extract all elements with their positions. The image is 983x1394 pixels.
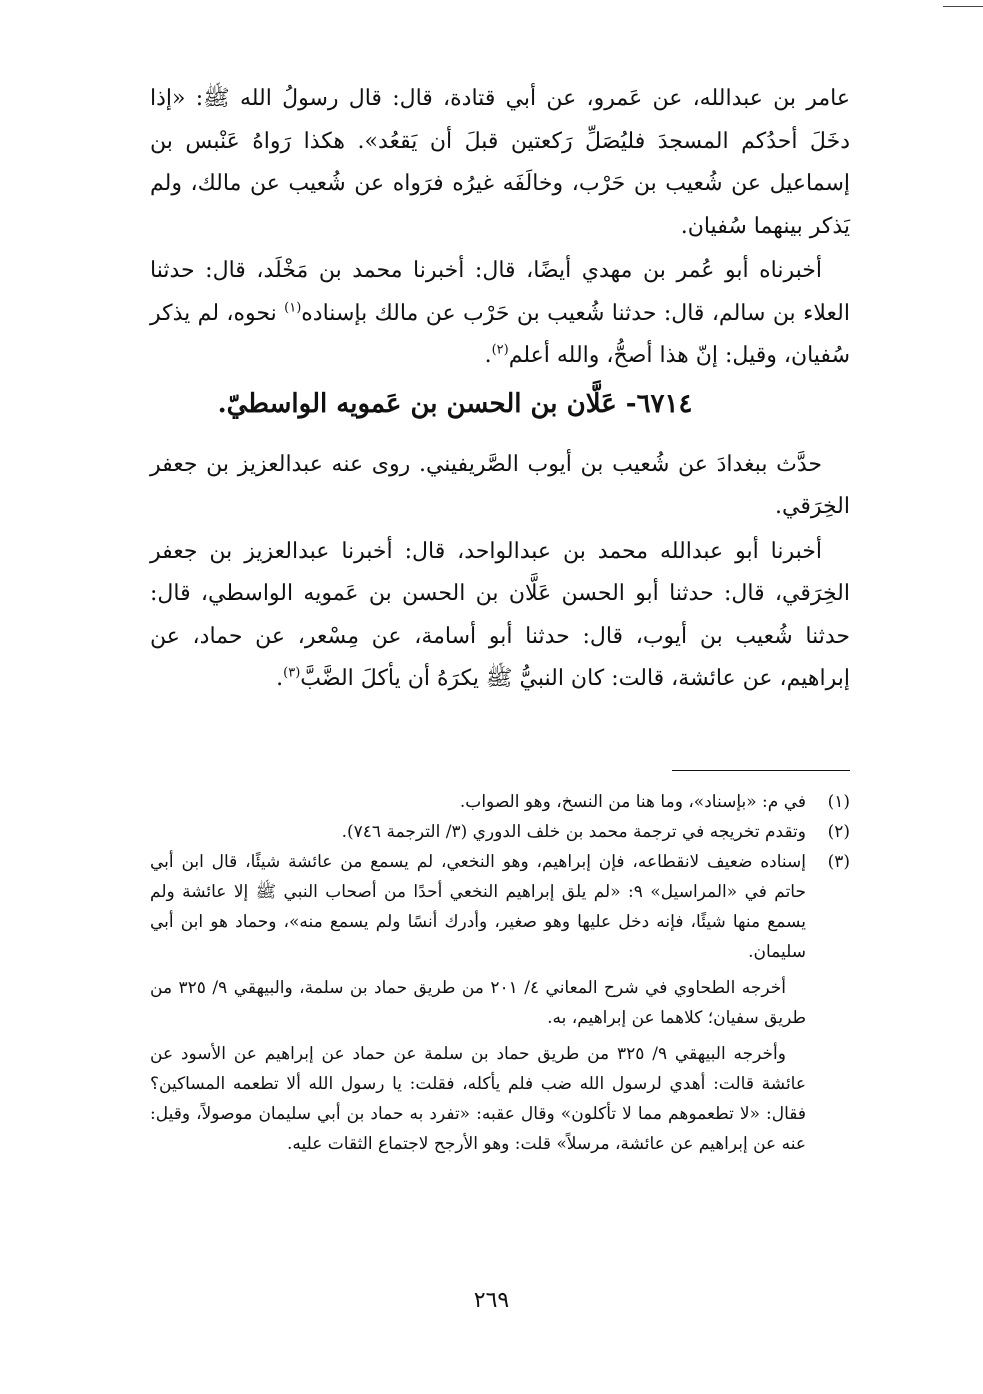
footnotes bbox=[150, 787, 850, 1159]
main-text bbox=[150, 78, 850, 701]
footnote-number: (٣) bbox=[827, 852, 850, 872]
footnote-text: وتقدم تخريجه في ترجمة محمد بن خلف الدوري (٣/ الترجمة ٧٤٦). bbox=[341, 822, 806, 842]
footnote-1 bbox=[150, 787, 850, 817]
paragraph-3: حدَّث ببغدادَ عن شُعيب بن أيوب الصَّريفيني. روى عنه عبدالعزيز بن جعفر الخِرَقي. bbox=[150, 451, 850, 519]
paragraph-1: عامر بن عبدالله، عن عَمرو، عن أبي قتادة، قال: قال رسولُ الله ﷺ: «إذا دخَلَ أحدُكم المسجدَ فليُصَلِّ رَكعتين قبلَ أن يَقعُد». هكذا رَواهُ عَنْبس بن إسماعيل عن شُعيب بن حَرْب، وخالَفَه غيرُه فرَواه عن شُعيب عن مالك، ولم يَذكر بينهما سُفيان. bbox=[150, 86, 850, 239]
paragraph-4 bbox=[150, 531, 850, 701]
footnote-text: في م: «بإسناد»، وما هنا من النسخ، وهو الصواب. bbox=[459, 792, 806, 812]
footnote-3 bbox=[150, 847, 850, 1159]
paragraph-2-end: . bbox=[484, 343, 492, 368]
paragraph-2 bbox=[150, 250, 850, 378]
paragraph-2-cont: نحوه، لم يذكر سُفيان، وقيل: إنّ هذا أصحُّ، والله أعلم bbox=[150, 300, 850, 368]
page-number: ٢٦٩ bbox=[473, 1288, 510, 1313]
footnote-2 bbox=[150, 817, 850, 847]
footnote-separator bbox=[672, 770, 850, 771]
entry-heading: ٦٧١٤- عَلَّان بن الحسن بن عَمويه الواسطيّ. bbox=[217, 388, 693, 419]
footnote-text-para-3: وأخرجه البيهقي ٩/ ٣٢٥ من طريق حماد بن سلمة عن حماد عن إبراهيم عن الأسود عن عائشة قالت: أهدي لرسول الله ضب فلم يأكله، فقلت: يا رسول الله ألا تطعمه المساكين؟ فقال: «لا تطعموهم مما لا تأكلون» وقال عقبه: «تفرد به حماد بن أبي سليمان موصولاً، وقيل: عنه عن إبراهيم عن عائشة، مرسلاً» قلت: وهو الأرجح لاجتماع الثقات عليه. bbox=[150, 1044, 806, 1154]
footnote-text-para-2: أخرجه الطحاوي في شرح المعاني ٤/ ٢٠١ من طريق حماد بن سلمة، والبيهقي ٩/ ٣٢٥ من طريق سفيان؛ كلاهما عن إبراهيم، به. bbox=[150, 978, 806, 1028]
paragraph-4-text: أخبرنا أبو عبدالله محمد بن عبدالواحد، قال: أخبرنا عبدالعزيز بن جعفر الخِرَقي، قال: حدثنا أبو الحسن عَلَّان بن الحسن بن عَمويه الواسطي، قال: حدثنا شُعيب بن أيوب، قال: حدثنا أبو أسامة، عن مِسْعر، عن حماد، عن إبراهيم، عن عائشة، قالت: كان النبيُّ ﷺ يكرَهُ أن يأكلَ الضَّبَّ bbox=[150, 538, 850, 691]
footnote-number: (١) bbox=[827, 792, 850, 812]
scan-edge-mark bbox=[943, 6, 983, 7]
paragraph-4-end: . bbox=[276, 666, 284, 691]
footnote-number: (٢) bbox=[827, 822, 850, 842]
paragraph-2-text: أخبرناه أبو عُمر بن مهدي أيضًا، قال: أخبرنا محمد بن مَخْلَد، قال: حدثنا العلاء بن سالم، قال: حدثنا شُعيب بن حَرْب عن مالك بإسناده bbox=[150, 258, 850, 326]
footnote-text: إسناده ضعيف لانقطاعه، فإن إبراهيم، وهو النخعي، لم يسمع من عائشة شيئًا، قال ابن أبي حاتم في «المراسيل» ٩: «لم يلق إبراهيم النخعي أحدًا من أصحاب النبي ﷺ إلا عائشة ولم يسمع منها شيئًا، فإنه دخل عليها وهو صغير، وأدرك أنسًا ولم يسمع منه»، وحماد هو ابن أبي سليمان. bbox=[150, 852, 806, 962]
footnote-ref-2[interactable]: (٢) bbox=[491, 342, 509, 358]
footnote-ref-1[interactable]: (١) bbox=[284, 300, 302, 316]
footnote-ref-3[interactable]: (٣) bbox=[283, 665, 301, 681]
